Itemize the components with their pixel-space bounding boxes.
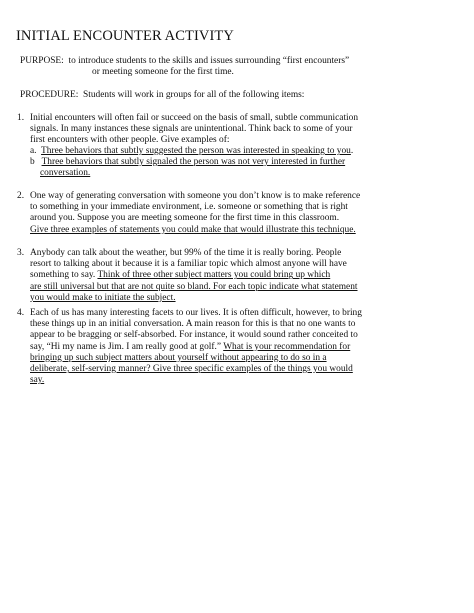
sub-b-text: Three behaviors that subtly signaled the person was not very interested in further — [41, 157, 346, 167]
purpose-line-1: to introduce students to the skills and issues surrounding “first encounters” — [68, 56, 350, 66]
item-4-line: say, “Hi my name is Jim. I am really good at golf.” — [30, 341, 224, 352]
sub-b-text: conversation. — [40, 168, 91, 178]
item-3-line-underlined: you would make to initiate the subject. — [30, 292, 176, 303]
item-2-number: 2. — [17, 191, 25, 201]
procedure-text: Students will work in groups for all of the following items: — [83, 90, 305, 100]
item-1-sub-b — [30, 157, 345, 168]
sub-a-text: Three behaviors that subtly suggested the person was interested in speaking to you — [41, 146, 351, 156]
item-2-line: One way of generating conversation with someone you don’t know is to make reference — [30, 191, 361, 201]
item-2-line: around you. Suppose you are meeting someone for the first time in this classroom. — [30, 213, 340, 224]
procedure-section — [20, 90, 304, 101]
item-1-line: signals. In many instances these signals are unintentional. Think back to some of your — [30, 124, 353, 135]
page-title: INITIAL ENCOUNTER ACTIVITY — [16, 28, 234, 44]
item-1-line: Initial encounters will often fail or succeed on the basis of small, subtle communication — [30, 113, 359, 123]
item-3-line-underlined: are still universal but that are not quite so bland. For each topic indicate what statement — [30, 281, 358, 292]
sub-a-end: . — [350, 146, 354, 156]
item-4-line-underlined: say. — [30, 375, 45, 386]
purpose-continuation — [92, 67, 234, 78]
purpose-label: PURPOSE: — [20, 56, 64, 66]
item-2 — [30, 191, 360, 236]
item-4-line-underlined: What is your recommendation for — [223, 341, 351, 352]
purpose-line-2: or meeting someone for the first time. — [92, 67, 234, 77]
item-3-line: Anybody can talk about the weather, but 99% of the time it is really boring. People — [30, 248, 342, 258]
item-4-line: Each of us has many interesting facets to our lives. It is often difficult, however, to bring — [30, 308, 362, 318]
item-3-number: 3. — [17, 248, 25, 258]
item-3-line-underlined: Think of three other subject matters you could bring up which — [97, 270, 331, 281]
sub-a-letter: a. — [30, 146, 37, 156]
item-4-line: these things up in an initial conversation. A main reason for this is that no one wants to — [30, 319, 356, 330]
sub-b-letter: b — [30, 157, 35, 167]
item-3-line: something to say. — [30, 270, 98, 281]
item-3-line: resort to talking about it because it is a familiar topic which almost anyone will have — [30, 259, 347, 270]
item-3 — [30, 248, 358, 304]
purpose-section — [20, 56, 349, 67]
item-1-sub-a — [30, 146, 353, 157]
item-2-line: to something in your immediate environment, i.e. someone or something that is right — [30, 202, 348, 213]
item-1-number: 1. — [17, 113, 25, 123]
item-4-number: 4. — [17, 308, 25, 318]
item-2-line-underlined: Give three examples of statements you could make that would illustrate this technique. — [30, 224, 356, 235]
item-1-sub-b-continuation — [40, 168, 90, 179]
item-4-line: appear to be bragging or self-absorbed. For instance, it would sound rather conceited to — [30, 330, 358, 341]
item-4-line-underlined: bringing up such subject matters about yourself without appearing to do so in a — [30, 352, 327, 363]
item-1 — [30, 113, 358, 147]
item-4 — [30, 308, 362, 386]
item-1-line: first encounters with other people. Give examples of: — [30, 135, 230, 146]
item-4-line-underlined: deliberate, self-serving manner? Give three specific examples of the things you would — [30, 363, 353, 374]
procedure-label: PROCEDURE: — [20, 90, 79, 100]
